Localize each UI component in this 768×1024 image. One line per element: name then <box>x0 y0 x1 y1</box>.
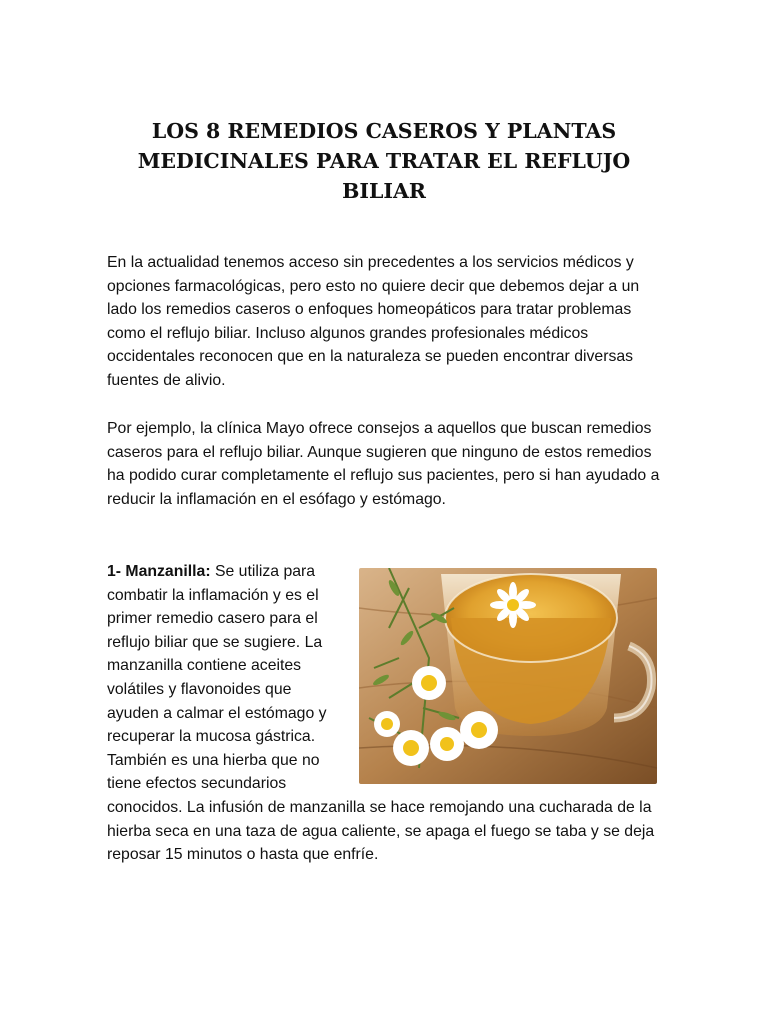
chamomile-tea-image <box>359 568 657 784</box>
page-title: LOS 8 REMEDIOS CASEROS Y PLANTAS MEDICINALES PARA TRATAR EL REFLUJO BILIAR <box>137 119 631 203</box>
intro-paragraph: En la actualidad tenemos acceso sin precedentes a los servicios médicos y opciones farmacológicas, pero esto no quiere decir que debemos dejar a un lado los remedios caseros o enfoques homeopáticos para tratar problemas como el reflujo biliar. Incluso algunos grandes profesionales médicos occidentales reconocen que en la naturaleza se pueden encontrar diversas fuentes de alivio. <box>107 254 640 389</box>
chamomile-tea-illustration <box>359 568 657 784</box>
mayo-paragraph: Por ejemplo, la clínica Mayo ofrece consejos a aquellos que buscan remedios caseros para el reflujo biliar. Aunque sugieren que ninguno de estos remedios ha podido curar completamente el reflujo sus pacientes, pero si han ayudado a reducir la inflamación en el esófago y estómago. <box>107 420 660 508</box>
remedy-section-manzanilla <box>107 560 667 867</box>
section-heading: 1- Manzanilla: <box>107 563 211 580</box>
section-body: Se utiliza para combatir la inflamación y es el primer remedio casero para el reflujo biliar que se sugiere. La manzanilla contiene aceites volátiles y flavonoides que ayuden a calmar el estómago y recuperar la mucosa gástrica. También es una hierba que no tiene efectos secundarios conocidos. La infusión de manzanilla se hace remojando una cucharada de la hierba seca en una taza de agua caliente, se apaga el fuego se taba y se deja reposar 15 minutos o hasta que enfríe. <box>107 563 655 864</box>
